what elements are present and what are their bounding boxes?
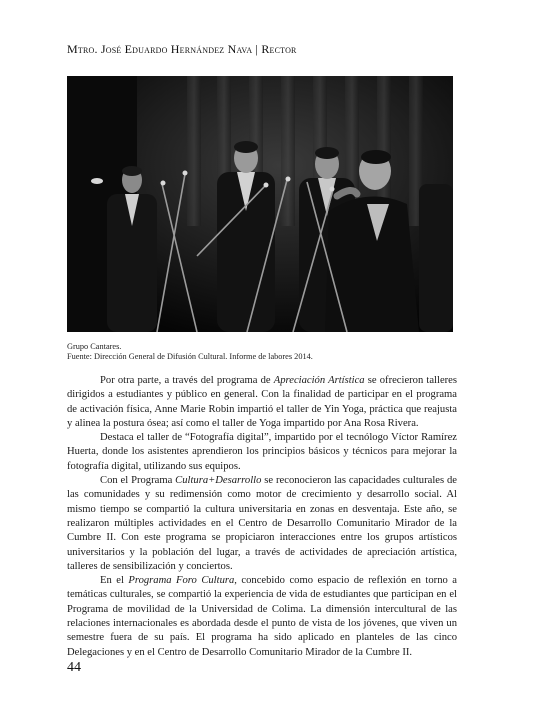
paragraph-cultura-desarrollo: Con el Programa Cultura+Desarrollo se reconocieron las capacidades culturales de las comunidades y su redimensión como motor de crecimiento y desarrollo social. Al mismo tiempo se compartió la cultura universitaria en zonas en desventaja. Este año, se realizaron múltiples actividades en el Centro de Desarrollo Comunitario Mirador de la Cumbre II. Con este programa se propiciaron interacciones entre los grupos artísticos universitarios y la población del lugar, a través de actividades de apreciación artística, talleres de sensibilización y conciertos. bbox=[67, 475, 457, 572]
concert-photo-illustration bbox=[67, 76, 453, 332]
caption-title: Grupo Cantares. bbox=[67, 342, 122, 351]
paragraph-apreciacion-artistica: Por otra parte, a través del programa de Apreciación Artística se ofrecieron talleres dirigidos a estudiantes y público en general. Con la finalidad de participar en el programa de activación física, Anne Marie Robin impartió el taller de Yin Yoga, práctica que reajusta y alinea la postura ósea; así como el taller de Yoga impartido por Ana Rosa Rivera. bbox=[67, 375, 458, 429]
page-number: 44 bbox=[67, 660, 81, 675]
running-head: Mtro. José Eduardo Hernández Nava | Rector bbox=[67, 42, 297, 56]
paragraph-fotografia-digital: Destaca el taller de “Fotografía digital”, impartido por el tecnólogo Víctor Ramírez Huerta, donde los asistentes aprendieron los principios básicos y técnicos para mejorar la fotografía digital, utilizando sus equipos. bbox=[67, 432, 457, 472]
paragraph-foro-cultura: En el Programa Foro Cultura, concebido como espacio de reflexión en torno a temáticas culturales, se compartió la experiencia de vida de estudiantes que participan en el Programa de movilidad de la Universidad de Colima. La dimensión intercultural de las relaciones internacionales es abordada desde el punto de vista de los jóvenes, que viven un semestre fuera de su país. El programa ha sido aplicado en planteles de las cinco Delegaciones y en el Centro de Desarrollo Comunitario Mirador de la Cumbre II. bbox=[67, 575, 457, 658]
body-text bbox=[67, 374, 457, 660]
photo-grupo-cantares bbox=[67, 76, 453, 332]
caption-source: Fuente: Dirección General de Difusión Cultural. Informe de labores 2014. bbox=[67, 352, 313, 361]
figure-caption bbox=[67, 342, 467, 362]
